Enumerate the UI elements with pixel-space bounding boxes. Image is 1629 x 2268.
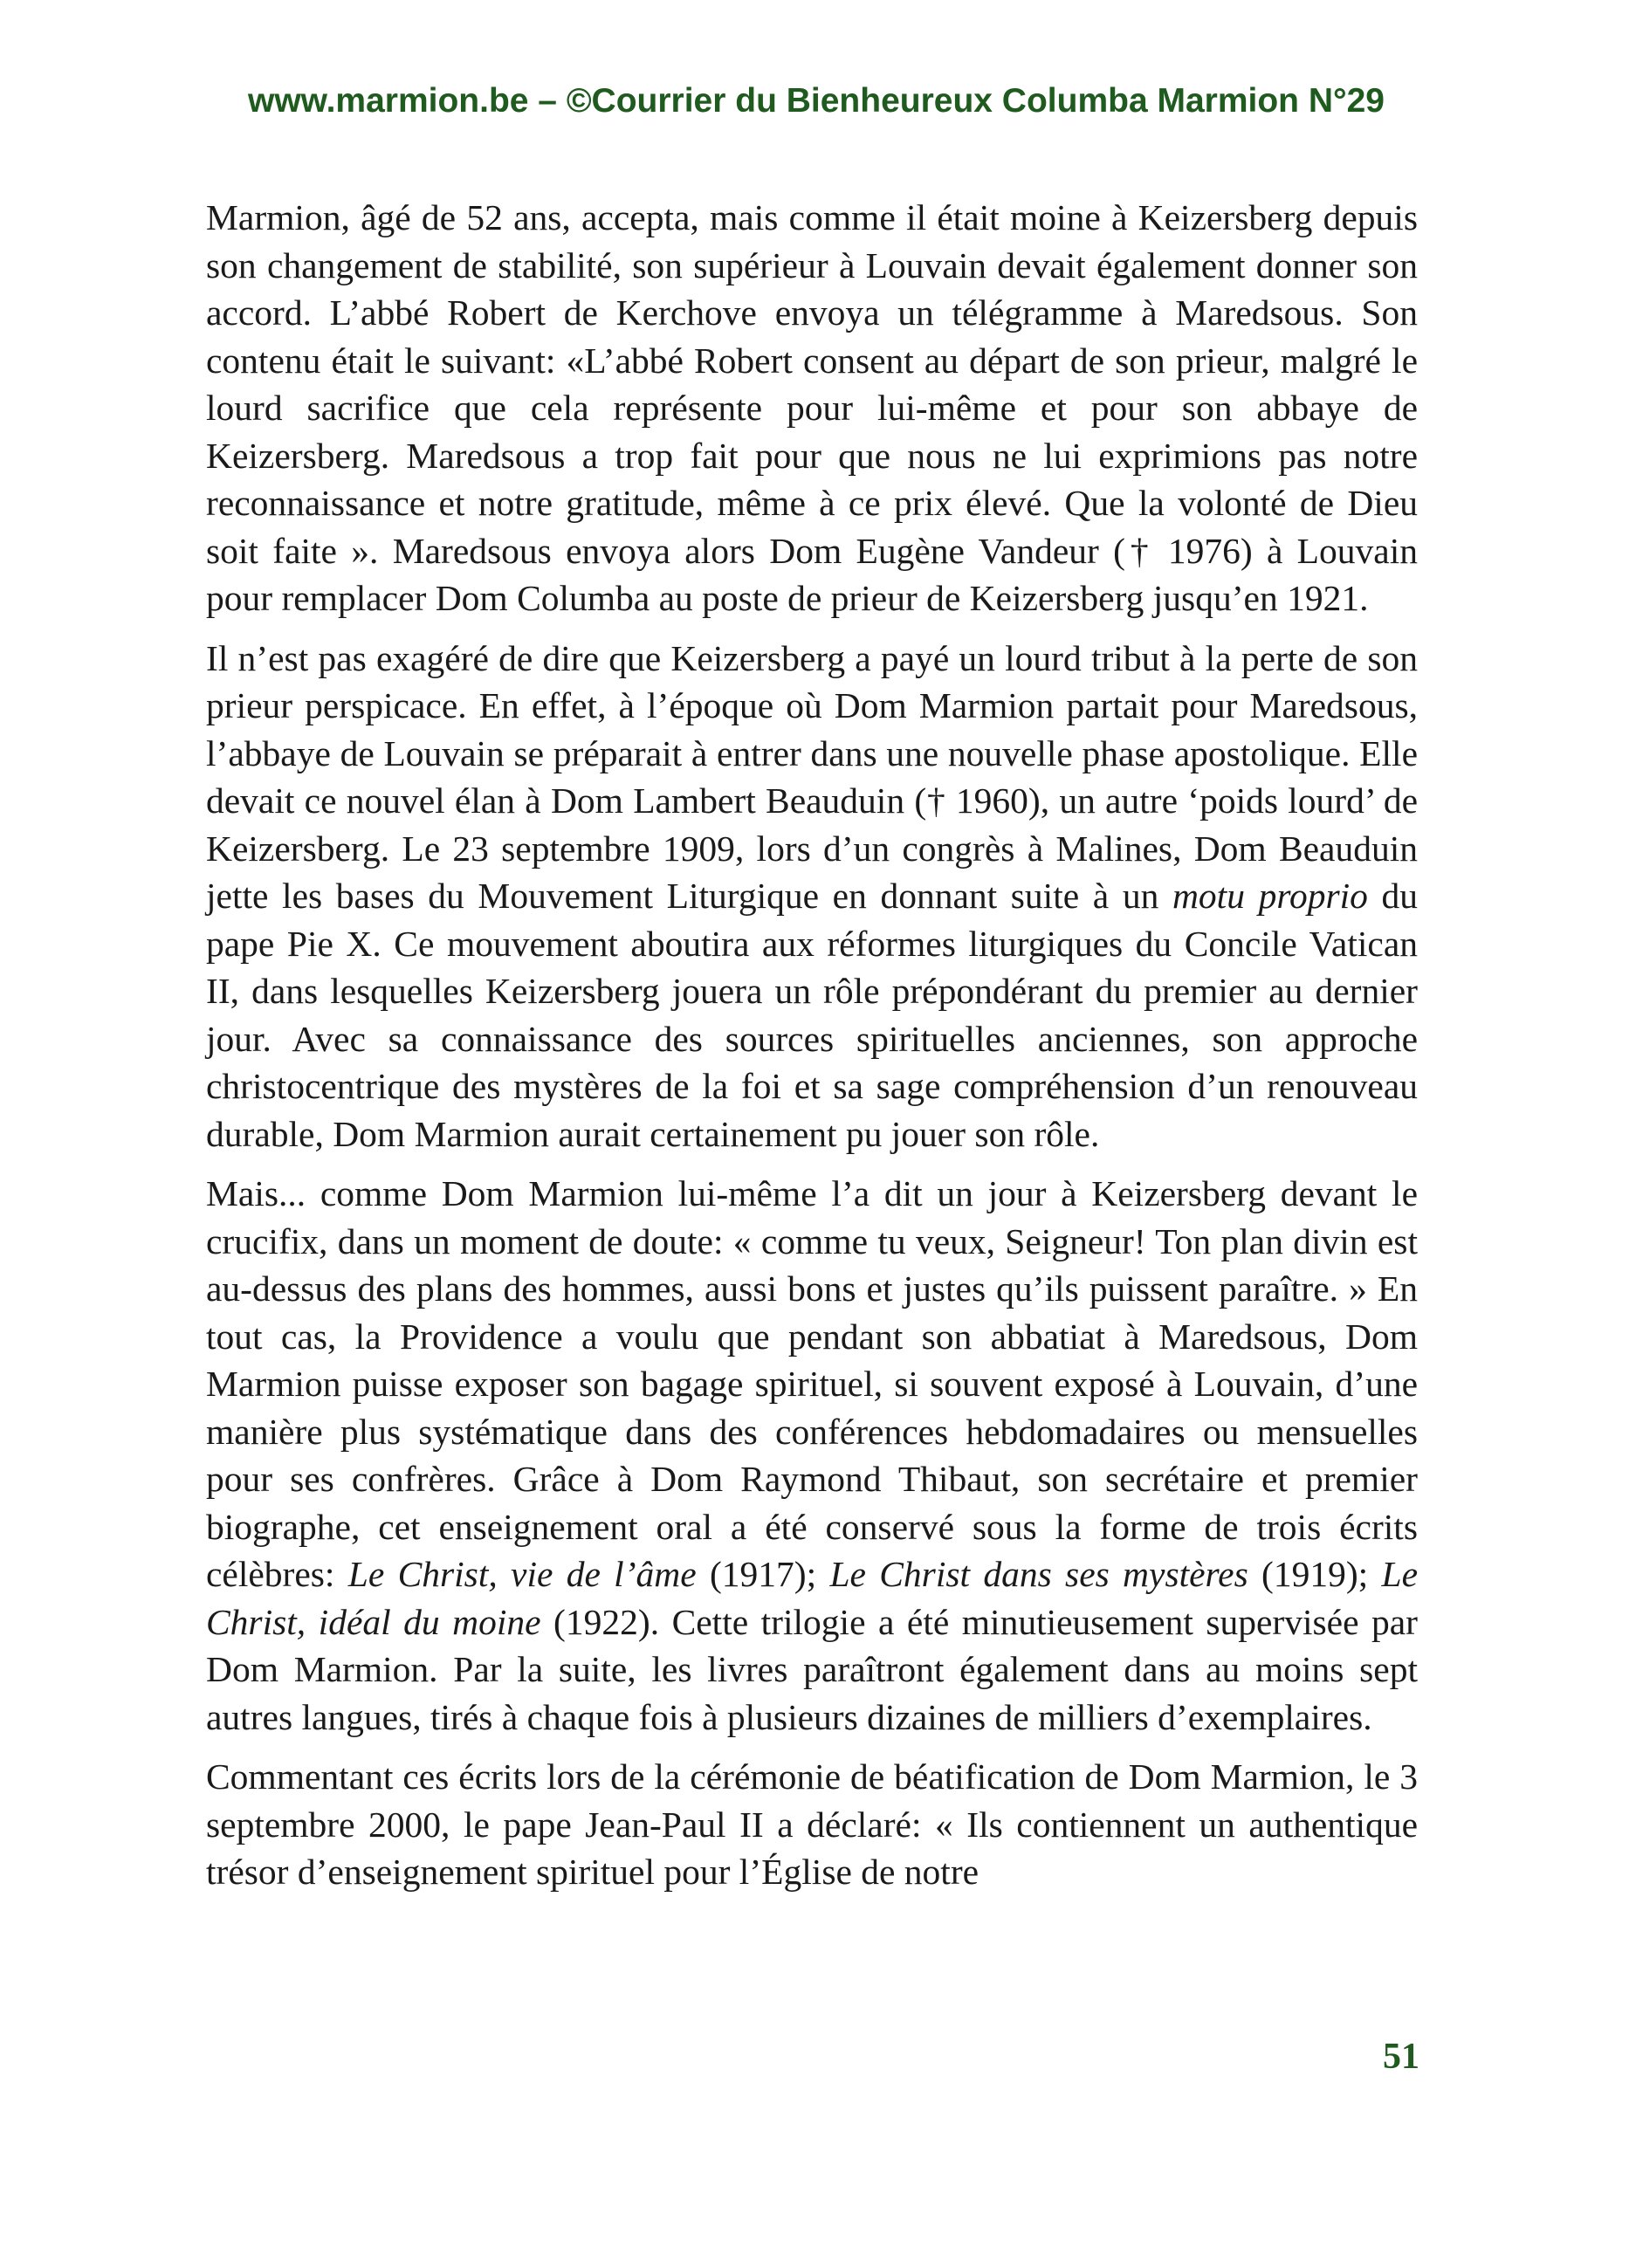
text-run: (1922). Cette trilogie a été minutieusement supervisée par Dom Marmion. Par la suite, les livres paraîtront également dans au moins sept autres langues, tirés à chaque fois à plusieurs dizaines de milliers d’exemplaires.: [206, 1601, 1418, 1737]
text-run: (1917);: [696, 1554, 830, 1594]
running-header: www.marmion.be – ©Courrier du Bienheureux Columba Marmion N°29: [248, 82, 1385, 120]
text-run: Marmion, âgé de 52 ans, accepta, mais comme il était moine à Keizersberg depuis son changement de stabilité, son supérieur à Louvain devait également donner son accord. L’abbé Robert de Kerchove envoya un télégramme à Maredsous. Son contenu était le suivant: «L’abbé Robert consent au départ de son prieur, malgré le lourd sacrifice que cela représente pour lui-même et pour son abbaye de Keizersberg. Maredsous a trop fait pour que nous ne lui exprimions pas notre reconnaissance et notre gratitude, même à ce prix élevé. Que la volonté de Dieu soit faite ». Maredsous envoya alors Dom Eugène Vandeur († 1976) à Louvain pour remplacer Dom Columba au poste de prieur de Keizersberg jusqu’en 1921.: [206, 197, 1418, 618]
paragraph-2: [206, 635, 1418, 1158]
page-number: 51: [1383, 2037, 1419, 2077]
text-run: du pape Pie X. Ce mouvement aboutira aux réformes liturgiques du Concile Vatican II, dans lesquelles Keizersberg jouera un rôle prépondérant du premier au dernier jour. Avec sa connaissance des sources spirituelles anciennes, son approche christocentrique des mystères de la foi et sa sage compréhension d’un renouveau durable, Dom Marmion aurait certainement pu jouer son rôle.: [206, 876, 1418, 1154]
text-run: (1919);: [1248, 1554, 1382, 1594]
italic-term: motu proprio: [1172, 876, 1368, 916]
book-title: Le Christ, idéal du moine: [206, 1554, 1419, 1642]
book-title: Le Christ, vie de l’âme: [347, 1554, 697, 1594]
text-run: Commentant ces écrits lors de la cérémonie de béatification de Dom Marmion, le 3 septembre 2000, le pape Jean-Paul II a déclaré: « Ils contiennent un authentique trésor d’enseignement spirituel pour l’Église de notre: [206, 1756, 1418, 1892]
paragraph-3: [206, 1170, 1418, 1741]
body-text: [206, 194, 1418, 1896]
book-title: Le Christ dans ses mystères: [829, 1554, 1248, 1594]
text-run: Mais... comme Dom Marmion lui-même l’a dit un jour à Keizersberg devant le crucifix, dans un moment de doute: « comme tu veux, Seigneur! Ton plan divin est au-dessus des plans des hommes, aussi bons et justes qu’ils puissent paraître. » En tout cas, la Providence a voulu que pendant son abbatiat à Maredsous, Dom Marmion puisse exposer son bagage spirituel, si souvent exposé à Louvain, d’une manière plus systématique dans des conférences hebdomadaires ou mensuelles pour ses confrères. Grâce à Dom Raymond Thibaut, son secrétaire et premier biographe, cet enseignement oral a été conservé sous la forme de trois écrits célèbres:: [206, 1173, 1418, 1594]
paragraph-4: [206, 1753, 1418, 1896]
text-run: Il n’est pas exagéré de dire que Keizersberg a payé un lourd tribut à la perte de son prieur perspicace. En effet, à l’époque où Dom Marmion partait pour Maredsous, l’abbaye de Louvain se préparait à entrer dans une nouvelle phase apostolique. Elle devait ce nouvel élan à Dom Lambert Beauduin († 1960), un autre ‘poids lourd’ de Keizersberg. Le 23 septembre 1909, lors d’un congrès à Malines, Dom Beauduin jette les bases du Mouvement Liturgique en donnant suite à un: [206, 637, 1418, 916]
paragraph-1: [206, 194, 1418, 622]
